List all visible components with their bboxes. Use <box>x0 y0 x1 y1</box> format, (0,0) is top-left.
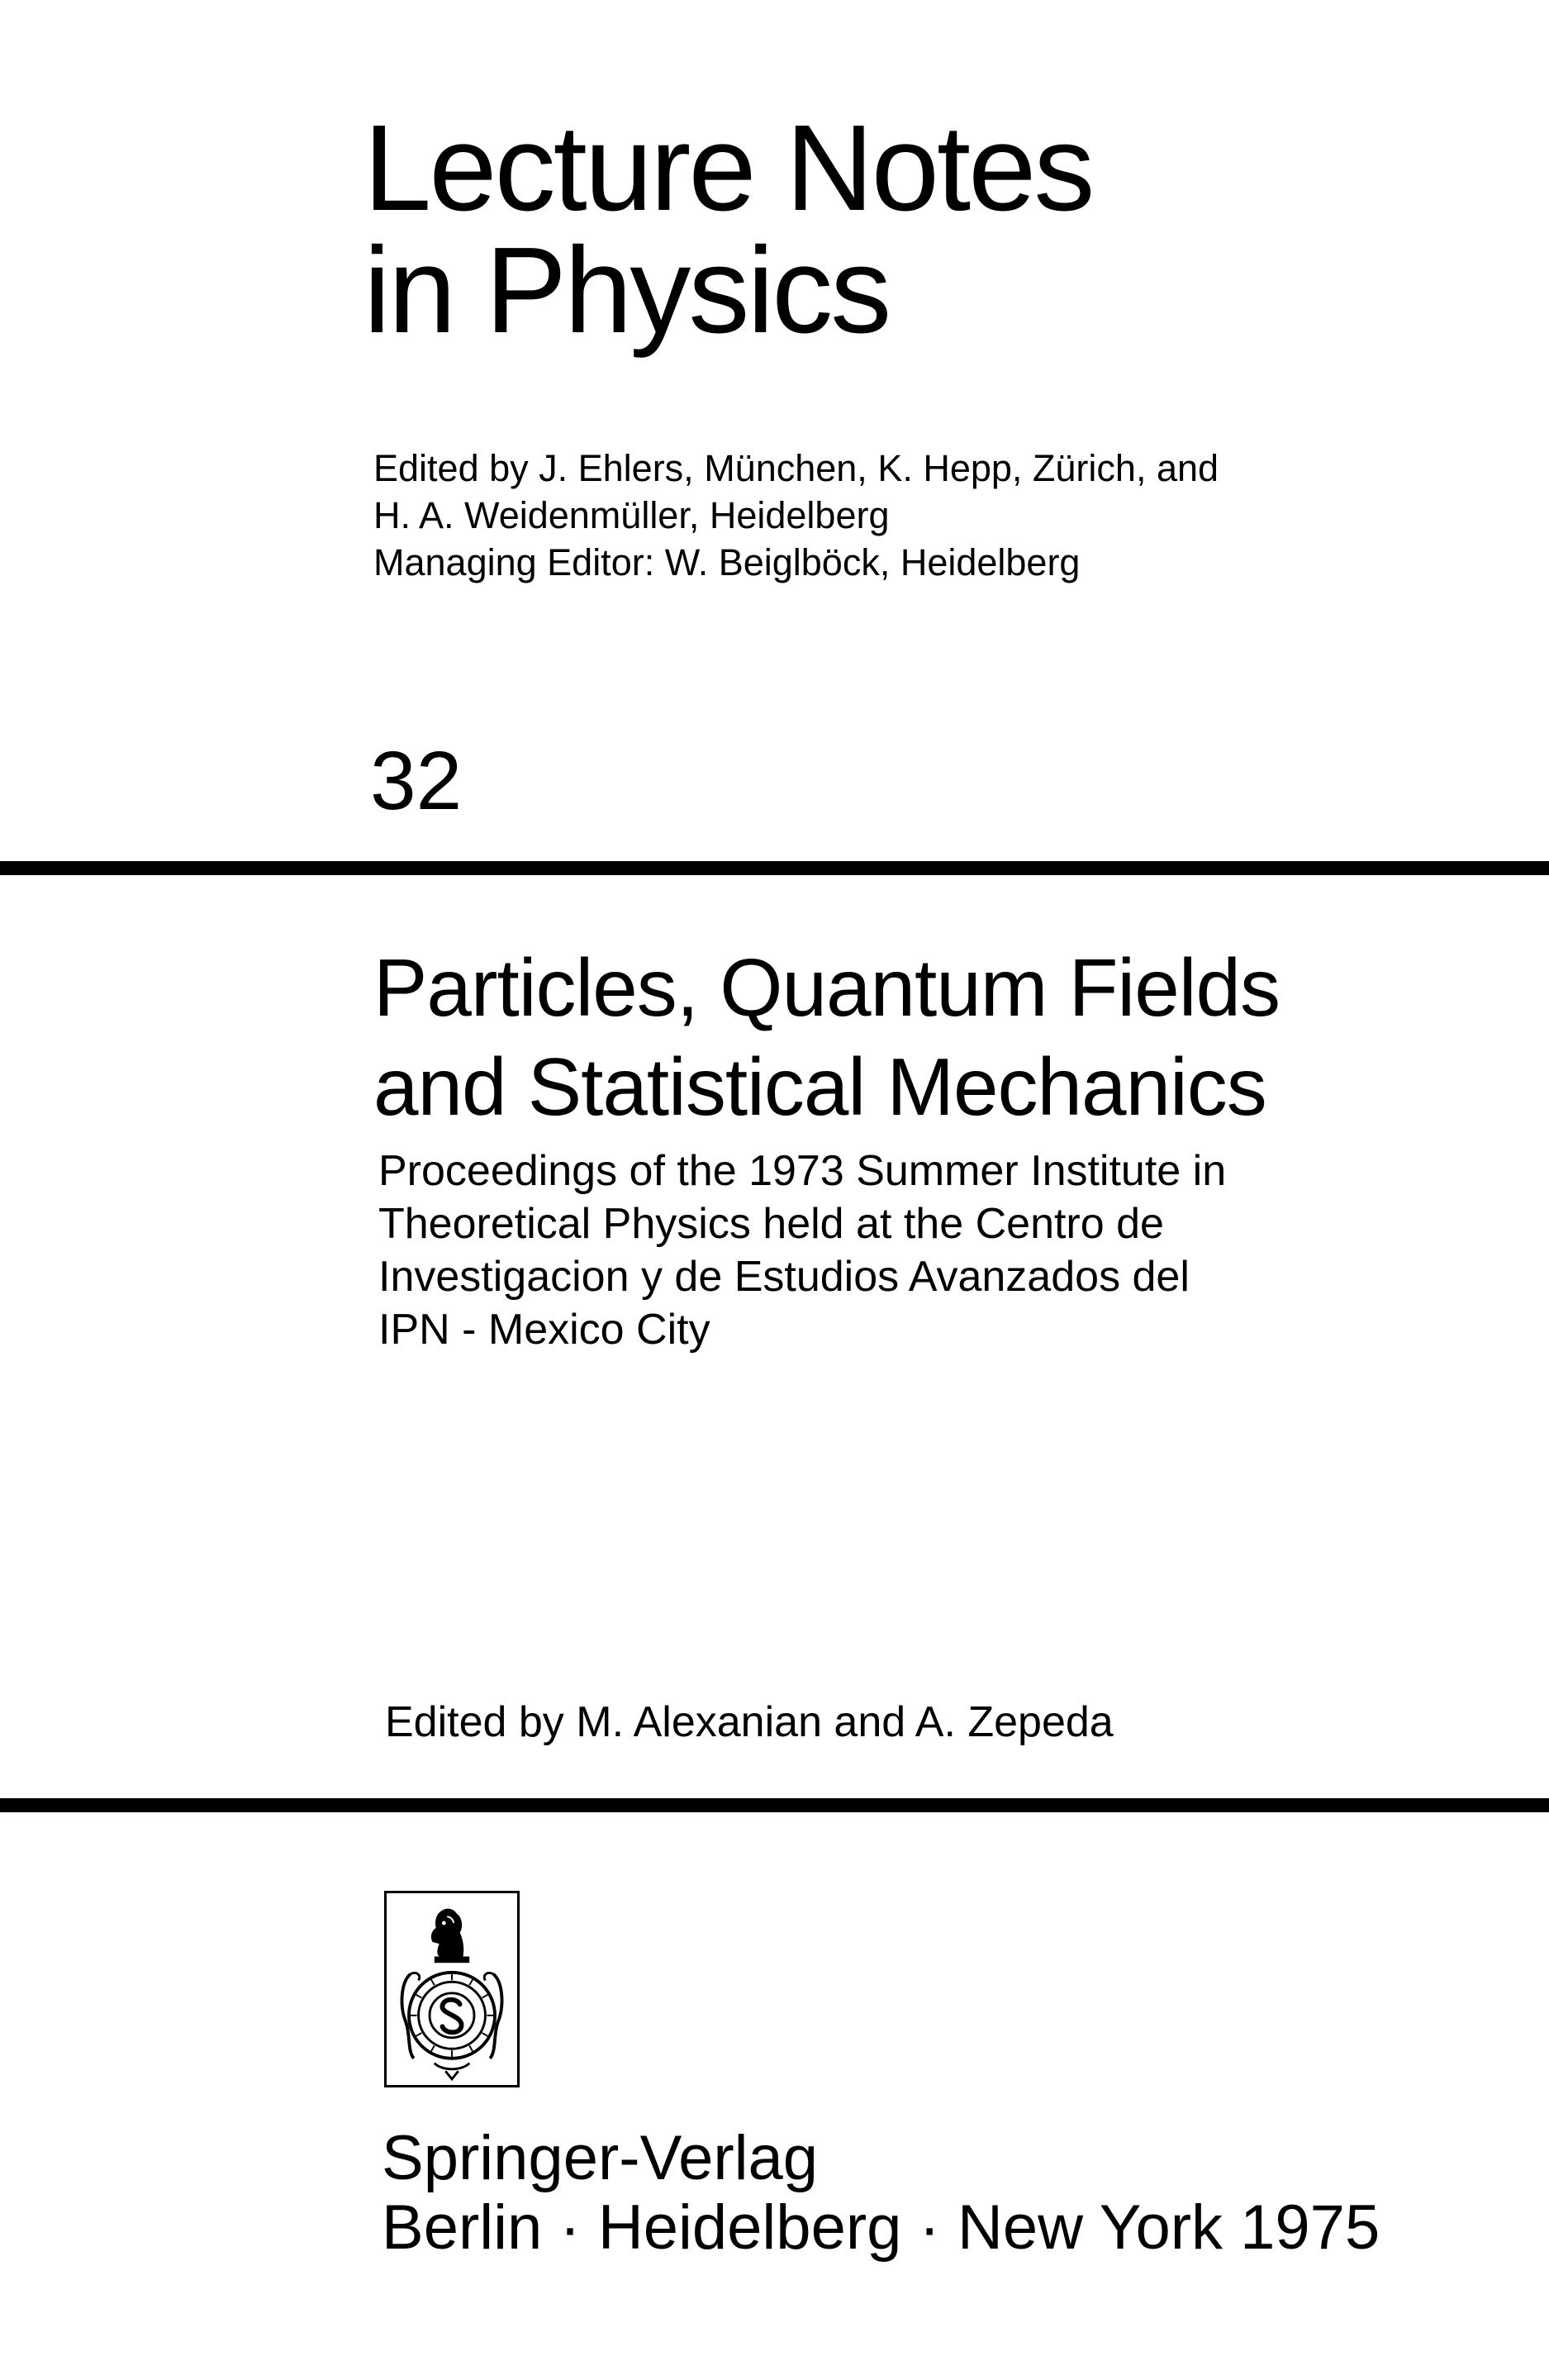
book-title <box>373 938 1280 1136</box>
book-subtitle <box>378 1145 1226 1356</box>
springer-knight-seal-icon <box>384 1891 520 2087</box>
top-divider <box>0 861 1549 875</box>
subtitle-line-1: Proceedings of the 1973 Summer Institute in <box>378 1147 1227 1195</box>
publisher-cities-year: Berlin · Heidelberg · New York 1975 <box>382 2192 1380 2263</box>
subtitle-line-3: Investigacion y de Estudios Avanzados del <box>378 1253 1190 1301</box>
series-title <box>363 100 1093 359</box>
book-editors: Edited by M. Alexanian and A. Zepeda <box>385 1698 1114 1746</box>
publisher-block <box>382 2124 1380 2263</box>
book-title-line-1: Particles, Quantum Fields <box>373 942 1280 1033</box>
series-editors-line-2: H. A. Weidenmüller, Heidelberg <box>373 494 890 536</box>
book-title-line-2: and Statistical Mechanics <box>373 1041 1266 1132</box>
series-title-line-1: Lecture Notes <box>363 100 1093 236</box>
series-title-line-2: in Physics <box>363 222 890 359</box>
managing-editor-line: Managing Editor: W. Beiglböck, Heidelberg <box>373 541 1081 583</box>
bottom-divider <box>0 1798 1549 1812</box>
series-editors-line-1: Edited by J. Ehlers, München, K. Hepp, Zürich, and <box>373 447 1219 489</box>
subtitle-line-4: IPN - Mexico City <box>378 1306 710 1354</box>
volume-number: 32 <box>370 735 463 827</box>
publisher-name: Springer-Verlag <box>382 2123 819 2193</box>
series-editors <box>373 445 1219 586</box>
subtitle-line-2: Theoretical Physics held at the Centro de <box>378 1200 1164 1248</box>
